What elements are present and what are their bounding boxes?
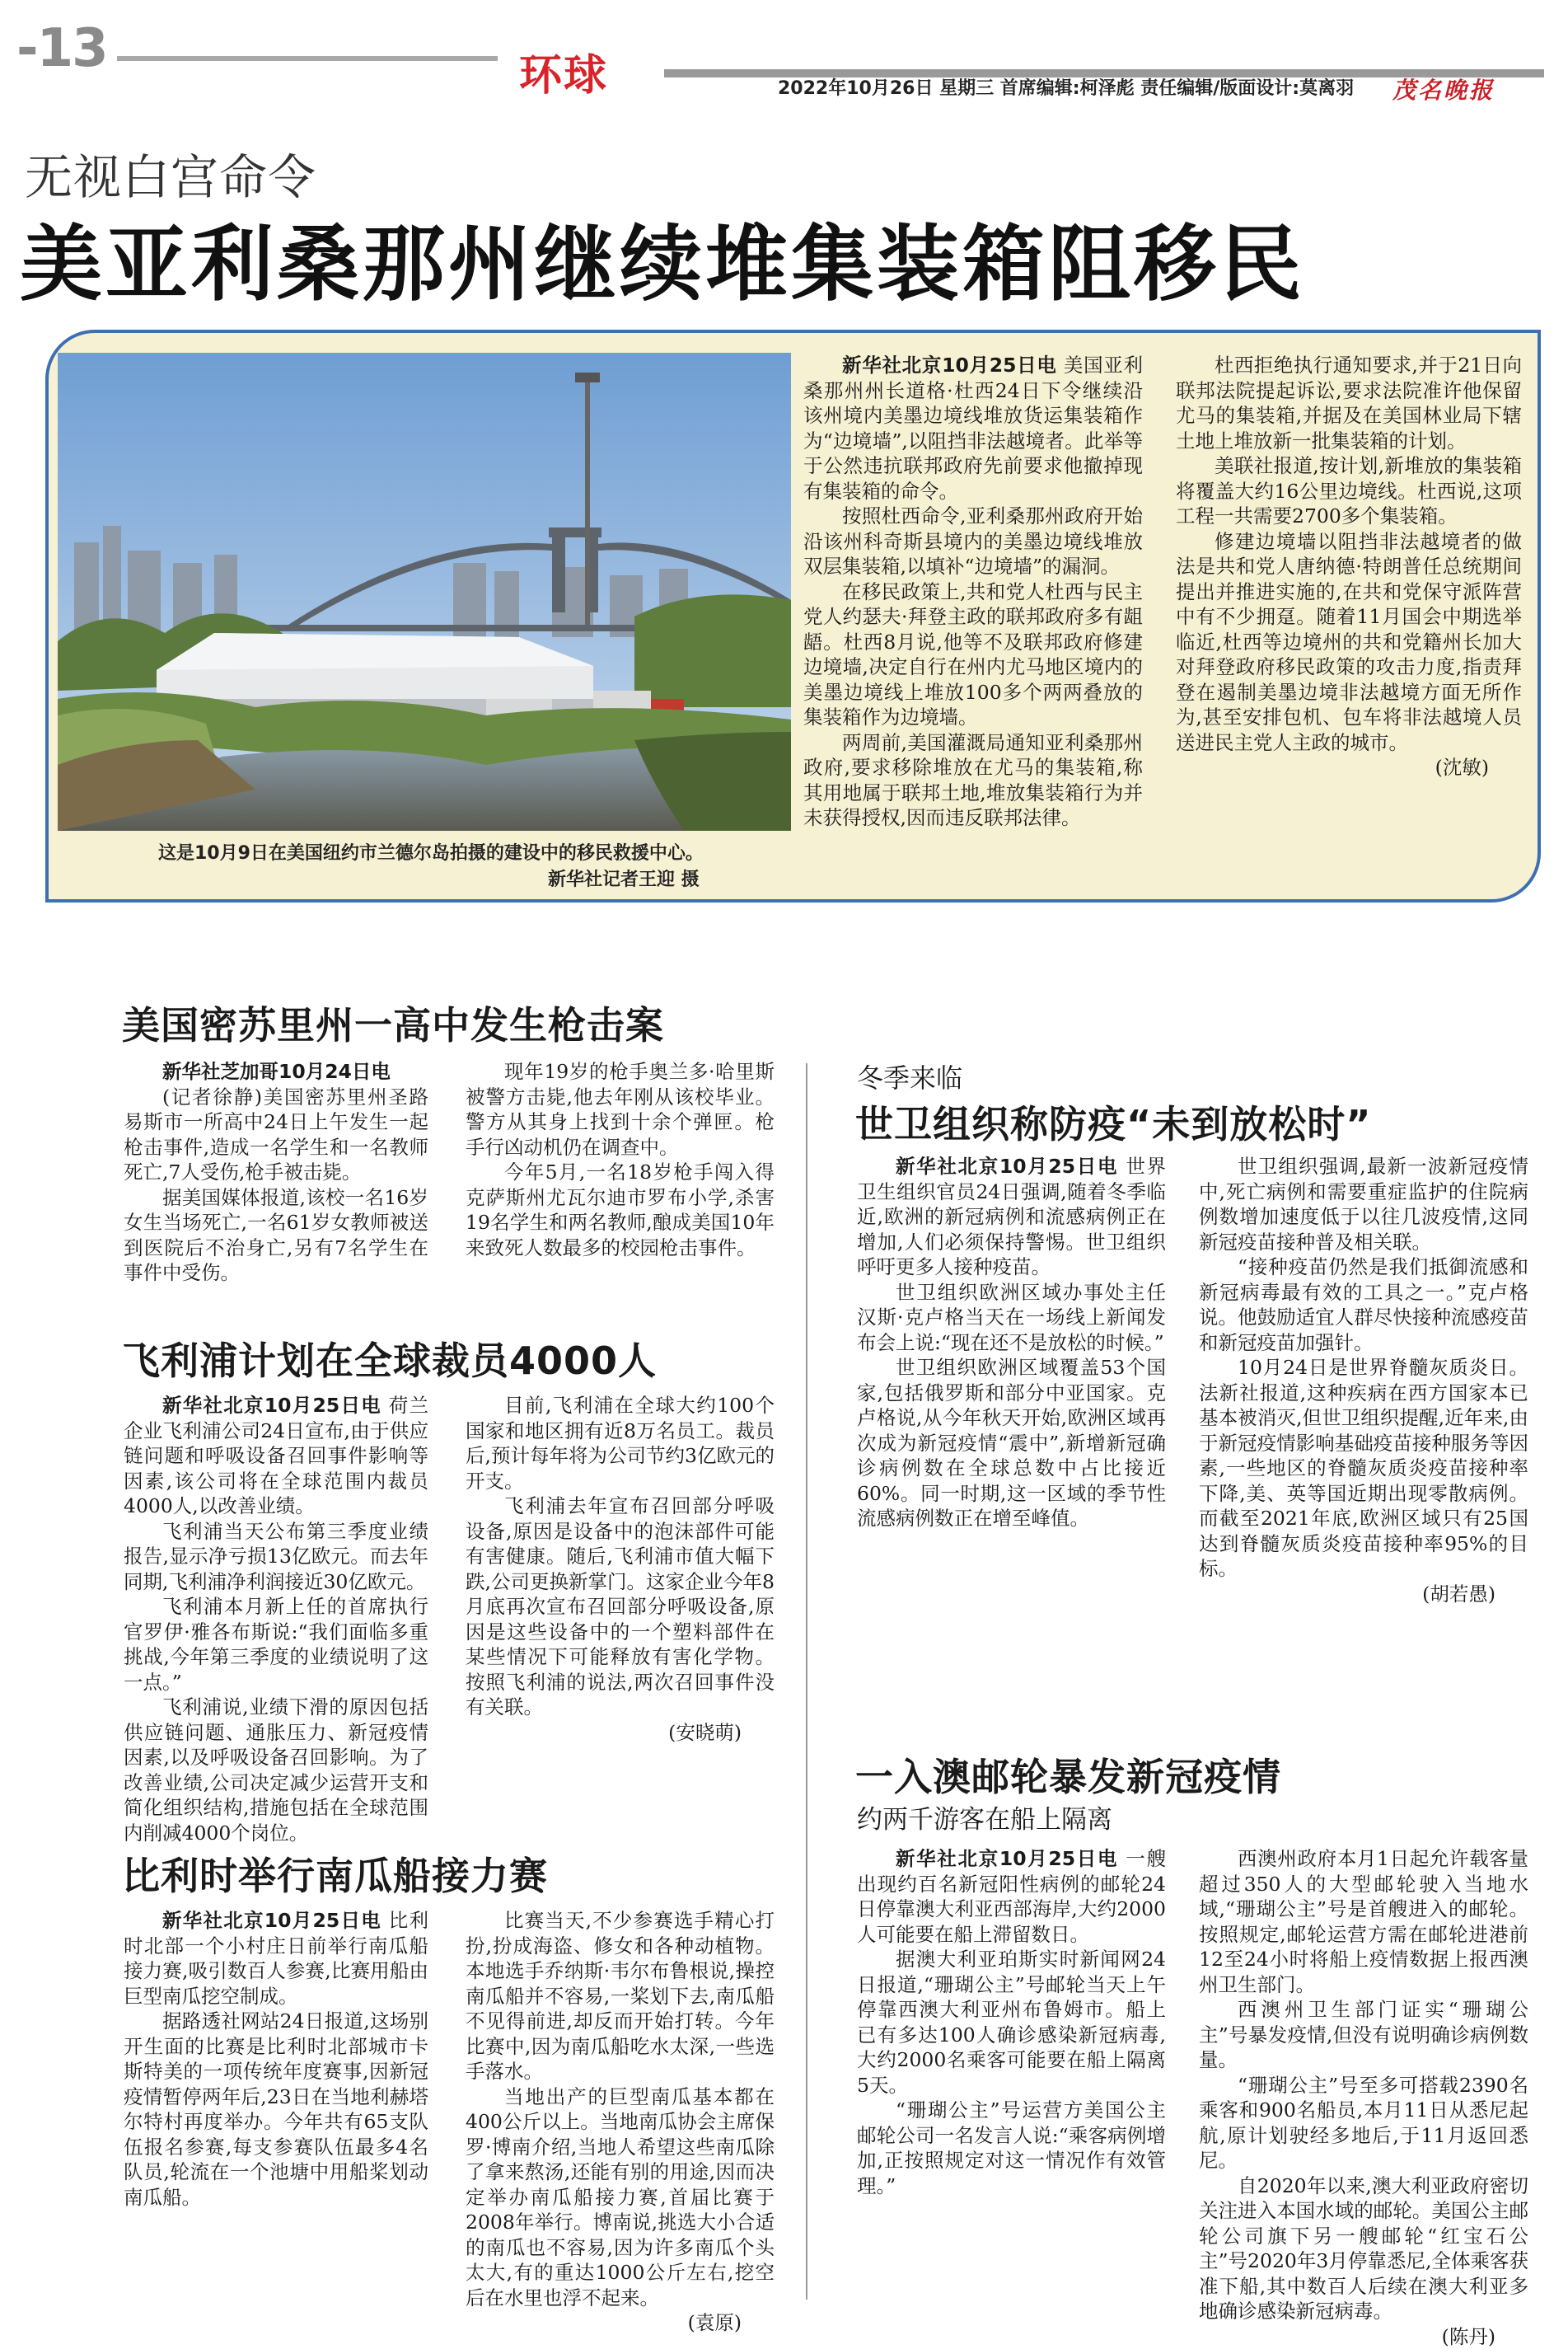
missouri-p2: 据美国媒体报道,该校一名16岁女生当场死亡,一名61岁女教师被送到医院后不治身亡,另有7名学生在事件中受伤。 [124, 1185, 428, 1286]
missouri-dateline: 新华社芝加哥10月24日电 [162, 1060, 391, 1083]
philips-p6: 飞利浦去年宣布召回部分呼吸设备,原因是设备中的泡沫部件可能有害健康。随后,飞利浦市值大幅下跌,公司更换新掌门。这家企业今年8月底再次宣布召回部分呼吸设备,原因是这些设备中的一个塑料部件在某些情况下可能释放有害化学物。按照飞利浦的说法,两次召回事件没有关联。 [466, 1493, 775, 1720]
section-label-box [519, 37, 651, 103]
lead-sign: (沈敏) [1176, 755, 1522, 781]
lead-kicker: 无视白宫命令 [25, 138, 316, 208]
header-dateline: 2022年10月26日 星期三 首席编辑:柯泽彪 责任编辑/版面设计:莫离羽 [778, 74, 1354, 100]
cruise-p6: “珊瑚公主”号至多可搭载2390名乘客和900名船员,本月11日从悉尼起航,原计划驶经多地后,于11月返回悉尼。 [1199, 2073, 1528, 2173]
missouri-p4: 今年5月,一名18岁枪手闯入得克萨斯州尤瓦尔迪市罗布小学,杀害19名学生和两名教师,酿成美国10年来致死人数最多的校园枪击事件。 [466, 1160, 775, 1260]
cruise-p2: 据澳大利亚珀斯实时新闻网24日报道,“珊瑚公主”号邮轮当天上午停靠西澳大利亚州布鲁姆市。船上已有多达100人确诊感染新冠病毒,大约2000名乘客可能要在船上隔离5天。 [857, 1947, 1166, 2098]
lead-col-1 [803, 353, 1143, 831]
who-headline: 世卫组织称防疫“未到放松时” [855, 1095, 1371, 1149]
page-number: -13 [16, 18, 107, 79]
lead-col-2 [1176, 353, 1522, 781]
cruise-headline: 一入澳邮轮暴发新冠疫情 [855, 1747, 1281, 1802]
cruise-col-1 [857, 1846, 1166, 2198]
column-divider [806, 1063, 807, 2300]
lead-photo-credit: 新华社记者王迎 摄 [548, 865, 700, 891]
pumpkin-p1: 比利时北部一个小村庄日前举行南瓜船接力赛,吸引数百人参赛,比赛用船由巨型南瓜挖空制成。 [124, 1909, 428, 2008]
pumpkin-p4: 当地出产的巨型南瓜基本都在400公斤以上。当地南瓜协会主席保罗·博南介绍,当地人希望这些南瓜除了拿来熬汤,还能有别的用途,因而决定举办南瓜船接力赛,首届比赛于2008年举行。博南说,挑选大小合适的南瓜也不容易,因为许多南瓜个头太大,有的重达1000公斤左右,挖空后在水里也浮不起来。 [466, 2084, 775, 2311]
pumpkin-p2: 据路透社网站24日报道,这场别开生面的比赛是比利时北部城市卡斯特美的一项传统年度赛事,因新冠疫情暂停两年后,23日在当地利赫塔尔特村再度举办。今年共有65支队伍报名参赛,每支参赛队伍最多4名队员,轮流在一个池塘中用船桨划动南瓜船。 [124, 2009, 428, 2210]
philips-headline: 飞利浦计划在全球裁员4000人 [122, 1331, 657, 1385]
philips-sign: (安晓萌) [466, 1720, 775, 1746]
cruise-col-2 [1199, 1846, 1528, 2349]
pumpkin-col-2 [466, 1908, 775, 2336]
missouri-headline: 美国密苏里州一高中发生枪击案 [122, 996, 664, 1050]
who-p5: “接种疫苗仍然是我们抵御流感和新冠病毒最有效的工具之一。”克卢格说。他鼓励适宜人群尽快接种流感疫苗和新冠疫苗加强针。 [1199, 1254, 1528, 1355]
lead-p6: 美联社报道,按计划,新堆放的集装箱将覆盖大约16公里边境线。杜西说,这项工程一共需要2700多个集装箱。 [1176, 453, 1522, 529]
who-dateline: 新华社北京10月25日电 [896, 1155, 1118, 1178]
lead-p1: 美国亚利桑那州州长道格·杜西24日下令继续沿该州境内美墨边境线堆放货运集装箱作为“边境墙”,以阻挡非法越境者。此举等于公然违抗联邦政府先前要求他撤掉现有集装箱的命令。 [803, 354, 1143, 503]
who-p2: 世卫组织欧洲区域办事处主任汉斯·克卢格当天在一场线上新闻发布会上说:“现在还不是放松的时候。” [857, 1280, 1166, 1356]
who-p3: 世卫组织欧洲区域覆盖53个国家,包括俄罗斯和部分中亚国家。克卢格说,从今年秋天开始,欧洲区域再次成为新冠疫情“震中”,新增新冠确诊病例数在全球总数中占比接近60%。同一时期,这一区域的季节性流感病例数正在增至峰值。 [857, 1355, 1166, 1531]
philips-dateline: 新华社北京10月25日电 [162, 1394, 381, 1417]
lead-p2: 按照杜西命令,亚利桑那州政府开始沿该州科奇斯县境内的美墨边境线堆放双层集装箱,以填补“边境墙”的漏洞。 [803, 504, 1143, 579]
philips-p5: 目前,飞利浦在全球大约100个国家和地区拥有近8万名员工。裁员后,预计每年将为公司节约3亿欧元的开支。 [466, 1393, 775, 1493]
who-col-1 [857, 1154, 1166, 1531]
who-col-2 [1199, 1154, 1528, 1606]
lead-p3: 在移民政策上,共和党人杜西与民主党人约瑟夫·拜登主政的联邦政府多有龃龉。杜西8月说,他等不及联邦政府修建边境墙,决定自行在州内尤马地区境内的美墨边境线上堆放100多个两两叠放的集装箱作为边境墙。 [803, 579, 1143, 730]
philips-p4: 飞利浦说,业绩下滑的原因包括供应链问题、通胀压力、新冠疫情因素,以及呼吸设备召回影响。为了改善业绩,公司决定减少运营开支和简化组织结构,措施包括在全球范围内削减4000个岗位。 [124, 1695, 428, 1845]
cruise-subheadline: 约两千游客在船上隔离 [857, 1798, 1112, 1836]
who-kicker: 冬季来临 [857, 1057, 962, 1095]
missouri-col-2 [466, 1059, 775, 1260]
masthead-logo [1392, 73, 1539, 102]
philips-col-1 [124, 1393, 428, 1845]
pumpkin-col-1 [124, 1908, 428, 2210]
pumpkin-dateline: 新华社北京10月25日电 [162, 1909, 381, 1932]
lead-p4: 两周前,美国灌溉局通知亚利桑那州政府,要求移除堆放在尤马的集装箱,称其用地属于联邦土地,堆放集装箱行为并未获得授权,因而违反联邦法律。 [803, 730, 1143, 831]
philips-p3: 飞利浦本月新上任的首席执行官罗伊·雅各布斯说:“我们面临多重挑战,今年第三季度的业绩说明了这一点。” [124, 1594, 428, 1695]
cruise-dateline: 新华社北京10月25日电 [896, 1847, 1118, 1870]
who-p6: 10月24日是世界脊髓灰质炎日。法新社报道,这种疾病在西方国家本已基本被消灭,但世卫组织提醒,近年来,由于新冠疫情影响基础疫苗接种服务等因素,一些地区的脊髓灰质炎疫苗接种率下降,美、英等国近期出现零散病例。而截至2021年底,欧洲区域只有25国达到脊髓灰质炎疫苗接种率95%的目标。 [1199, 1355, 1528, 1582]
lead-photo-graphic [58, 353, 791, 831]
philips-col-2b [466, 1393, 775, 1745]
missouri-p1: (记者徐静)美国密苏里州圣路易斯市一所高中24日上午发生一起枪击事件,造成一名学生和一名教师死亡,7人受伤,枪手被击毙。 [124, 1085, 428, 1185]
who-sign: (胡若愚) [1199, 1582, 1528, 1607]
pumpkin-headline: 比利时举行南瓜船接力赛 [122, 1846, 548, 1901]
philips-p1: 荷兰企业飞利浦公司24日宣布,由于供应链问题和呼吸设备召回事件影响等因素,该公司将在全球范围内裁员4000人,以改善业绩。 [124, 1394, 428, 1517]
who-p4: 世卫组织强调,最新一波新冠疫情中,死亡病例和需要重症监护的住院病例数增加速度低于以往几波疫情,这同新冠疫苗接种普及相关联。 [1199, 1154, 1528, 1254]
who-p1: 世界卫生组织官员24日强调,随着冬季临近,欧洲的新冠病例和流感病例正在增加,人们必须保持警惕。世卫组织呼吁更多人接种疫苗。 [857, 1155, 1166, 1278]
cruise-p4: 西澳州政府本月1日起允许载客量超过350人的大型邮轮驶入当地水域,“珊瑚公主”号是首艘进入的邮轮。按照规定,邮轮运营方需在邮轮进港前12至24小时将船上疫情数据上报西澳州卫生部门。 [1199, 1846, 1528, 1997]
missouri-p3: 现年19岁的枪手奥兰多·哈里斯被警方击毙,他去年刚从该校毕业。警方从其身上找到十余个弹匣。枪手行凶动机仍在调查中。 [466, 1059, 775, 1160]
lead-p7: 修建边境墙以阻挡非法越境者的做法是共和党人唐纳德·特朗普任总统期间提出并推进实施的,在共和党保守派阵营中有不少拥趸。随着11月国会中期选举临近,杜西等边境州的共和党籍州长加大对拜登政府移民政策的攻击力度,指责拜登在遏制美墨边境非法越境方面无所作为,甚至安排包机、包车将非法越境人员送进民主党人主政的城市。 [1176, 529, 1522, 756]
cruise-p5: 西澳州卫生部门证实“珊瑚公主”号暴发疫情,但没有说明确诊病例数量。 [1199, 1997, 1528, 2073]
lead-photo-caption: 这是10月9日在美国纽约市兰德尔岛拍摄的建设中的移民救援中心。 [158, 839, 704, 865]
lead-headline: 美亚利桑那州继续堆集装箱阻移民 [20, 198, 1305, 316]
pumpkin-p3: 比赛当天,不少参赛选手精心打扮,扮成海盗、修女和各种动植物。本地选手乔纳斯·韦尔布鲁根说,操控南瓜船并不容易,一桨划下去,南瓜船不见得前进,却反而开始打转。今年比赛中,因为南瓜船吃水太深,一些选手落水。 [466, 1908, 775, 2084]
section-label: 环球 [519, 40, 608, 102]
lead-photo [58, 353, 791, 831]
missouri-col-1 [124, 1059, 428, 1286]
pumpkin-sign: (袁原) [466, 2310, 775, 2336]
cruise-p1: 一艘出现约百名新冠阳性病例的邮轮24日停靠澳大利亚西部海岸,大约2000人可能要在船上滞留数日。 [857, 1847, 1166, 1946]
cruise-p3: “珊瑚公主”号运营方美国公主邮轮公司一名发言人说:“乘客病例增加,正按照规定对这一情况作有效管理。” [857, 2098, 1166, 2198]
cruise-p7: 自2020年以来,澳大利亚政府密切关注进入本国水域的邮轮。美国公主邮轮公司旗下另一艘邮轮“红宝石公主”号2020年3月停靠悉尼,全体乘客获准下船,其中数百人后续在澳大利亚多地确诊感染新冠病毒。 [1199, 2173, 1528, 2324]
cruise-sign: (陈丹) [1199, 2324, 1528, 2349]
header-rule-left [117, 56, 498, 61]
masthead-logo-text: 茂名晚报 [1392, 77, 1495, 104]
philips-p2: 飞利浦当天公布第三季度业绩报告,显示净亏损13亿欧元。而去年同期,飞利浦净利润接近30亿欧元。 [124, 1519, 428, 1595]
lead-dateline: 新华社北京10月25日电 [842, 354, 1057, 377]
lead-p5: 杜西拒绝执行通知要求,并于21日向联邦法院提起诉讼,要求法院准许他保留尤马的集装箱,并据及在美国林业局下辖土地上堆放新一批集装箱的计划。 [1176, 353, 1522, 453]
